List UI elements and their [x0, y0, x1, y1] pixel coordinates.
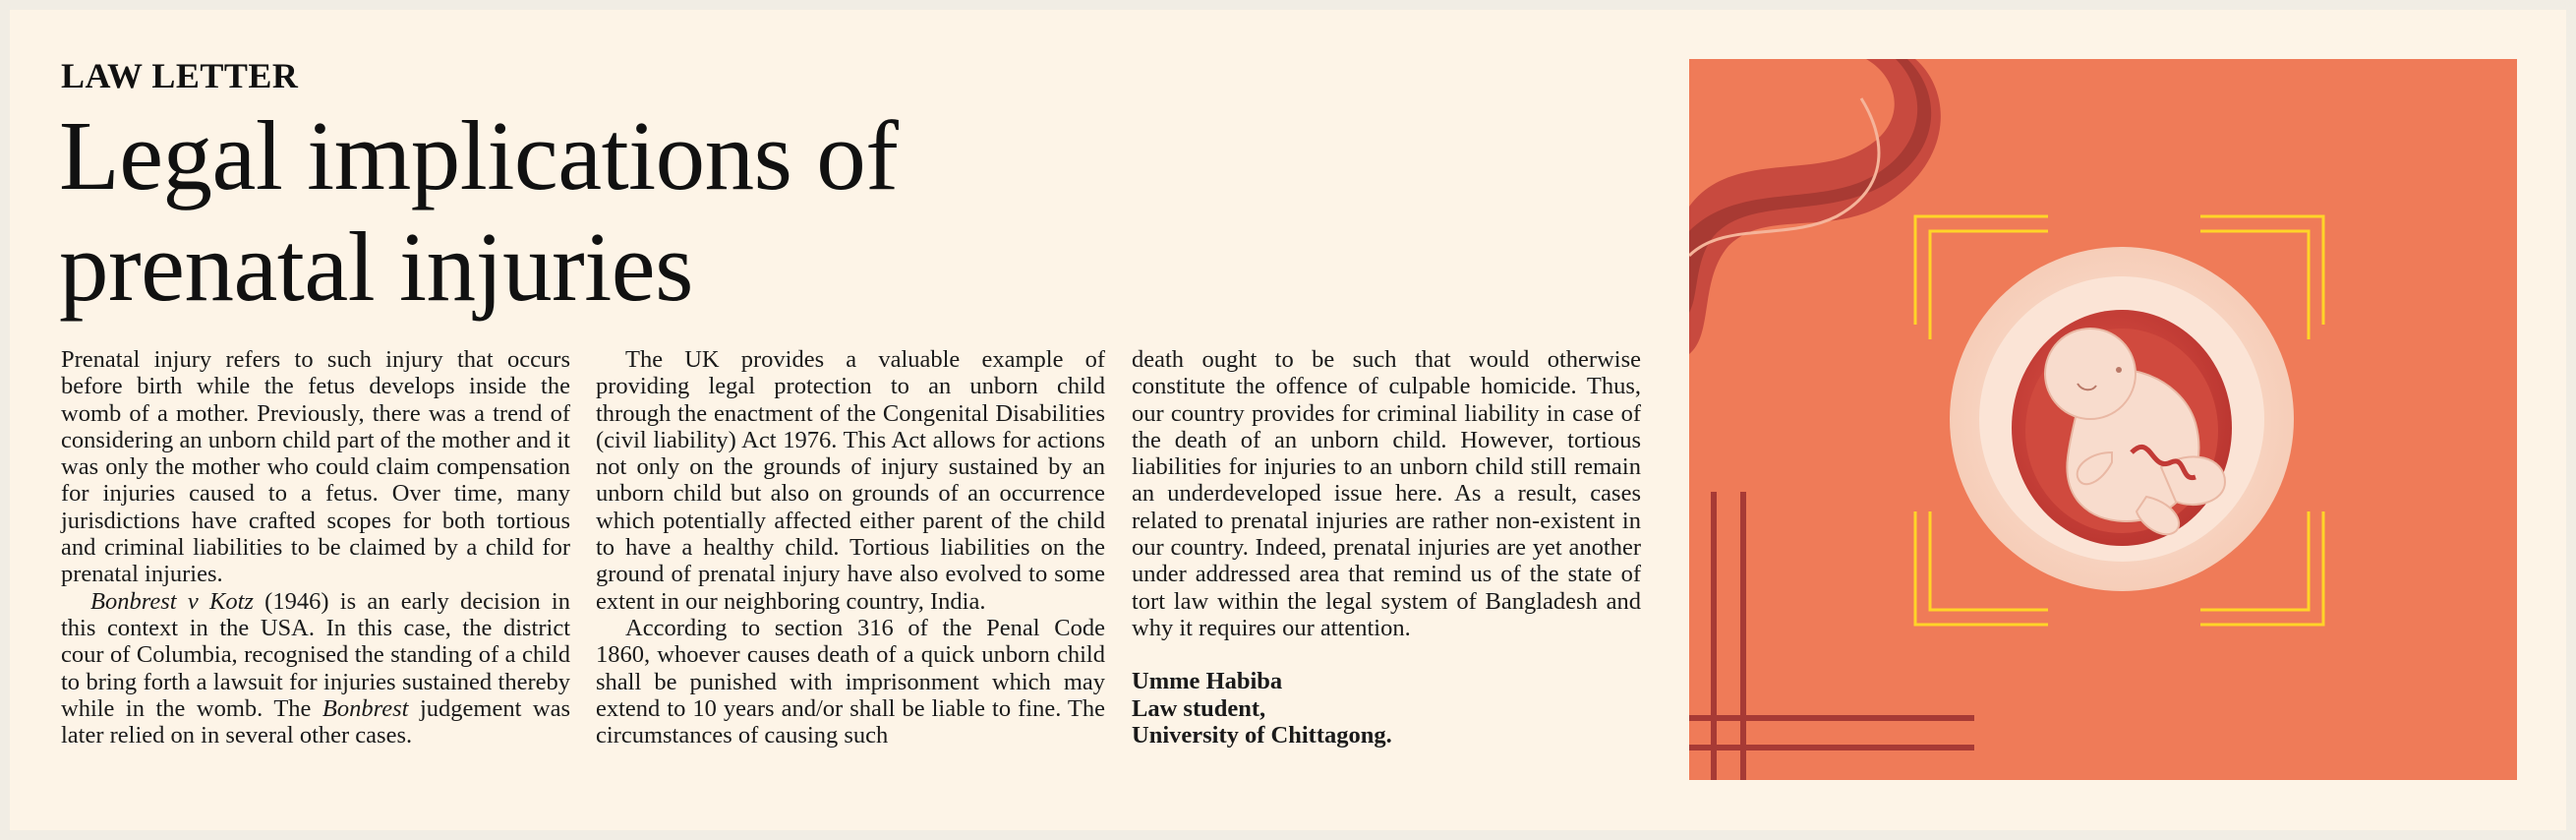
paragraph: The UK provides a valuable example of providing legal protection to an unborn child through the enactment of the Congenital Disabilities (civil liability) Act 1976. This Act allows for actions not only on the grounds of injury sustained by an unborn child but also on grounds of an occurrence which potentially affected either parent of the child to have a healthy child. Tortious liabilities on the ground of prenatal injury have also evolved to some extent in our neighboring country, India. [596, 346, 1105, 615]
article-headline: Legal implications of prenatal injuries [59, 100, 899, 322]
article-column-3 [1132, 346, 1641, 749]
article-column-1 [61, 346, 570, 749]
paragraph [61, 588, 570, 750]
paragraph-text: judgement was later relied on in several other cases. [61, 694, 570, 750]
author-institution: University of Chittagong. [1132, 721, 1392, 749]
case-name: Bonbrest [322, 694, 409, 722]
author-role: Law student, [1132, 694, 1266, 722]
newspaper-page [10, 10, 2566, 830]
fetus-illustration [1689, 59, 2517, 780]
section-kicker: LAW LETTER [61, 56, 299, 95]
author-byline [1132, 668, 1641, 749]
article-column-2 [596, 346, 1105, 749]
author-name: Umme Habiba [1132, 668, 1283, 695]
fetus-in-womb-icon [1689, 59, 2517, 780]
paragraph: According to section 316 of the Penal Code 1860, whoever causes death of a quick unborn child shall be punished with imprisonment which may extend to 10 years and/or shall be liable to fine. The circumstances of causing such [596, 614, 1105, 750]
paragraph: Prenatal injury refers to such injury that occurs before birth while the fetus develops inside the womb of a mother. Previously, there was a trend of considering an unborn child part of the mother and it was only the mother who could claim compensation for injuries caused to a fetus. Over time, many jurisdictions have crafted scopes for both tortious and criminal liabilities to be claimed by a child for prenatal injuries. [61, 346, 570, 588]
case-name: Bonbrest v Kotz [90, 587, 254, 615]
paragraph: death ought to be such that would otherwise constitute the offence of culpable homicide. Thus, our country provides for criminal liability in case of the death of an unborn child. However, tortious liabilities for injuries to an unborn child still remain an underdeveloped issue here. As a result, cases related to prenatal injuries are rather non-existent in our country. Indeed, prenatal injuries are yet another under addressed area that remind us of the state of tort law within the legal system of Bangladesh and why it requires our attention. [1132, 346, 1641, 641]
paragraph-text: (1946) is an early decision in this context in the USA. In this case, the district cour of Columbia, recognised the standing of a child to bring forth a lawsuit for injuries sustained thereby while in the womb. The [61, 587, 570, 722]
